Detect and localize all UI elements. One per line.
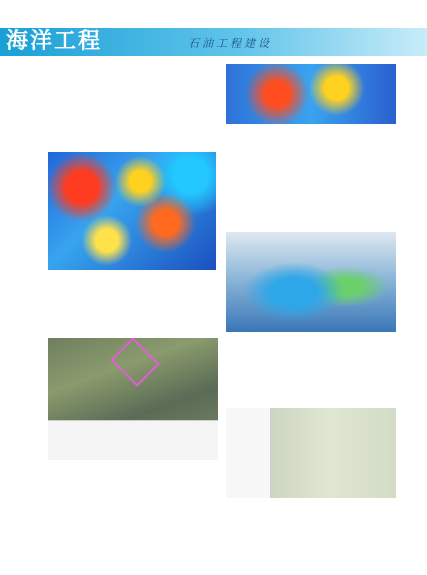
gis-panel <box>226 408 271 498</box>
figure-8-heatmap <box>48 152 216 270</box>
figure-12-gis <box>226 408 396 498</box>
page-header <box>0 0 427 64</box>
left-column-bottom <box>46 475 216 477</box>
figure-9-map <box>48 338 218 460</box>
figure-10-heatmap <box>226 64 396 124</box>
map-highlight-box <box>110 338 159 387</box>
map-table-overlay <box>48 420 218 460</box>
right-column-middle <box>224 346 394 348</box>
right-column-top <box>224 140 394 142</box>
left-column-top <box>46 68 216 70</box>
right-column-bottom <box>224 512 394 514</box>
journal-title: 海洋工程 <box>6 29 103 54</box>
journal-subtitle: 石油工程建设 <box>188 37 272 50</box>
figure-11-3d-model <box>226 232 396 332</box>
left-column-middle <box>46 285 216 287</box>
